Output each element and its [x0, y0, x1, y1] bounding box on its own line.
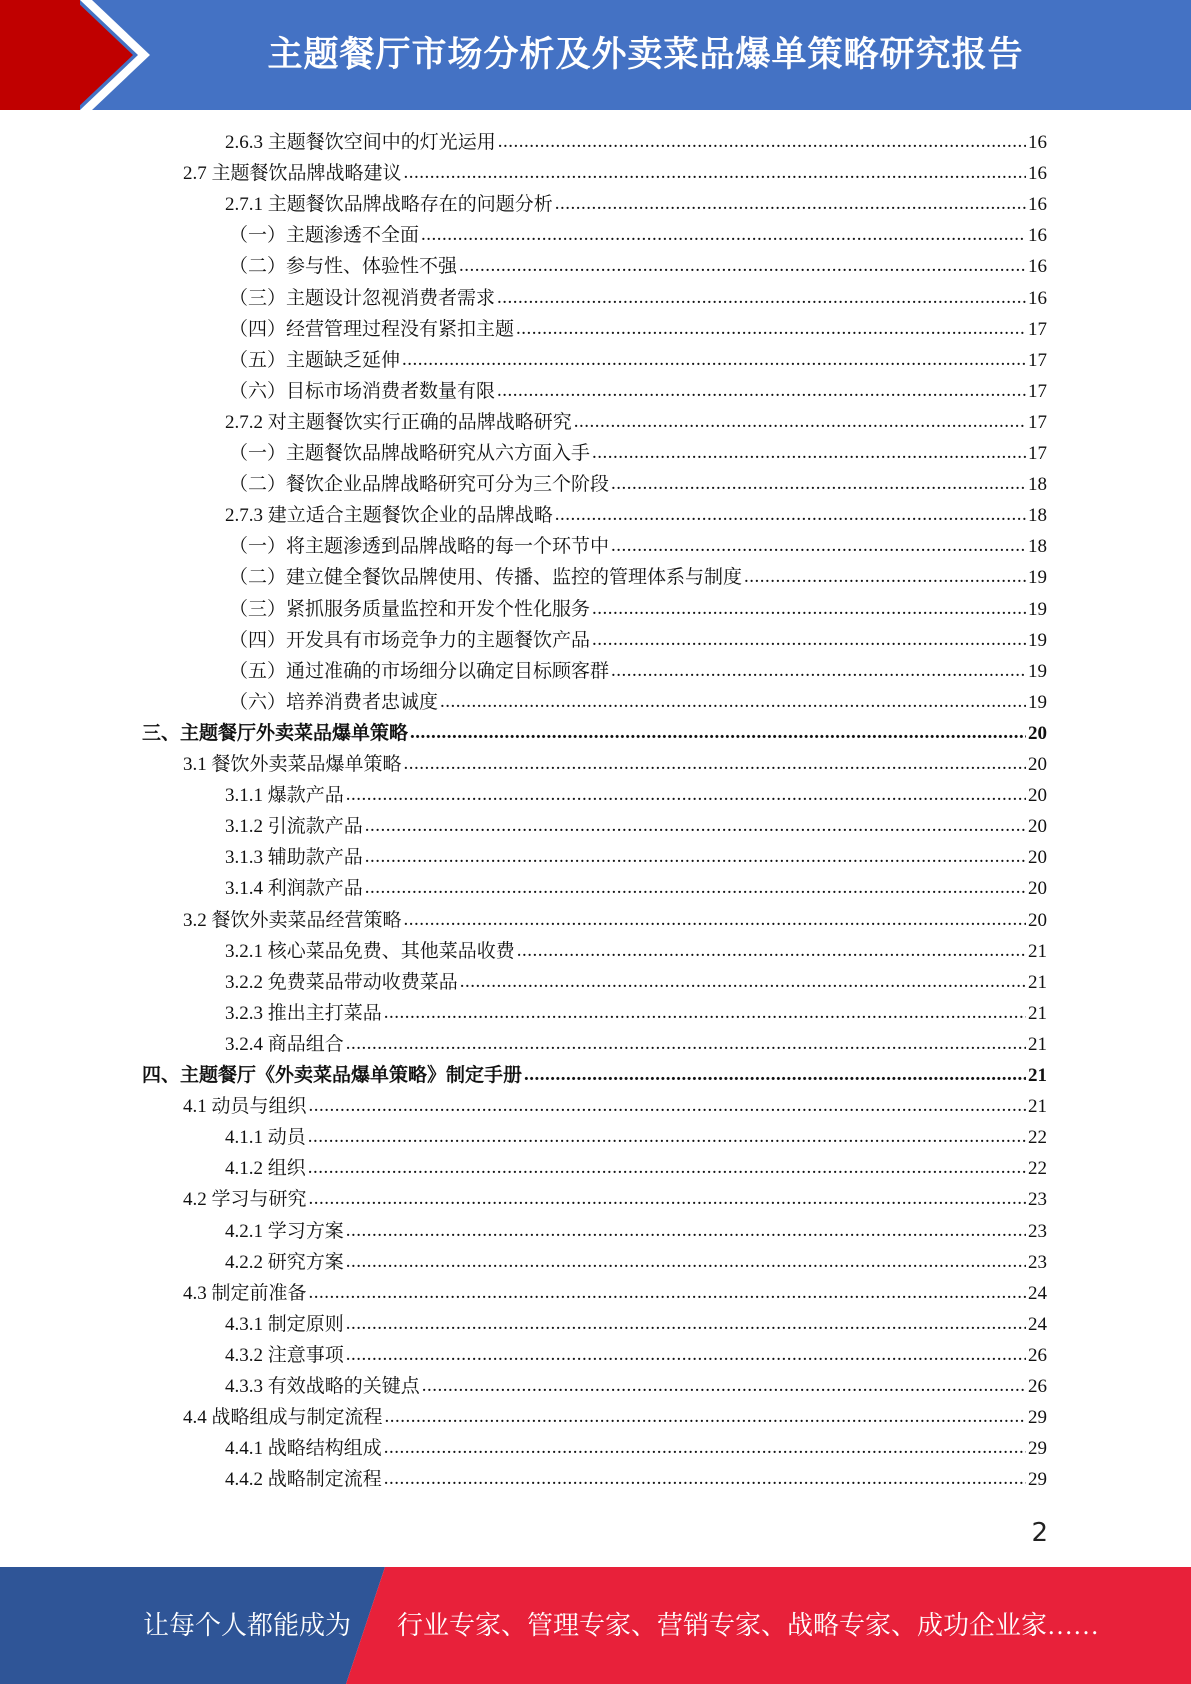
toc-entry[interactable] [225, 968, 1047, 998]
toc-entry[interactable] [225, 1030, 1047, 1060]
toc-entry-page: 23 [1028, 1251, 1047, 1273]
toc-entry-page: 22 [1028, 1127, 1047, 1149]
toc-dot-leader [346, 1029, 1026, 1059]
toc-entry[interactable] [225, 999, 1047, 1029]
toc-dot-leader [524, 1060, 1026, 1090]
toc-entry-page: 19 [1028, 629, 1047, 651]
toc-dot-leader [365, 873, 1026, 903]
toc-entry[interactable] [225, 501, 1047, 531]
toc-dot-leader [459, 251, 1026, 281]
toc-entry-label: 2.7.2 对主题餐饮实行正确的品牌战略研究 [225, 411, 572, 433]
toc-entry[interactable] [225, 812, 1047, 842]
toc-entry-label: 4.3 制定前准备 [183, 1282, 307, 1304]
toc-entry[interactable] [229, 439, 1047, 469]
toc-dot-leader [384, 1464, 1026, 1494]
toc-dot-leader [611, 656, 1026, 686]
toc-entry[interactable] [225, 1248, 1047, 1278]
toc-entry-page: 17 [1028, 349, 1047, 371]
toc-entry-page: 19 [1028, 598, 1047, 620]
toc-entry[interactable] [225, 937, 1047, 967]
toc-entry-label: 2.7.1 主题餐饮品牌战略存在的问题分析 [225, 194, 553, 216]
toc-entry-label: 3.1.1 爆款产品 [225, 785, 344, 807]
toc-dot-leader [402, 345, 1026, 375]
toc-dot-leader [422, 1371, 1026, 1401]
toc-entry[interactable] [225, 1154, 1047, 1184]
toc-entry[interactable] [183, 1185, 1047, 1215]
toc-entry-label: 3.2.2 免费菜品带动收费菜品 [225, 971, 458, 993]
toc-entry-page: 16 [1028, 225, 1047, 247]
toc-entry-page: 20 [1028, 878, 1047, 900]
toc-entry-label: 3.1 餐饮外卖菜品爆单策略 [183, 754, 402, 775]
toc-entry[interactable] [229, 595, 1047, 625]
toc-entry-label: 4.1.1 动员 [225, 1127, 306, 1149]
toc-entry[interactable] [183, 1092, 1047, 1122]
toc-entry-page: 26 [1028, 1344, 1047, 1366]
toc-dot-leader [385, 1402, 1026, 1432]
toc-entry-page: 29 [1028, 1407, 1047, 1429]
toc-entry-label: （四）经营管理过程没有紧扣主题 [229, 318, 515, 340]
toc-entry[interactable] [229, 284, 1047, 314]
toc-dot-leader [410, 718, 1026, 748]
toc-dot-leader [744, 562, 1026, 592]
toc-dot-leader [611, 531, 1026, 561]
toc-dot-leader [555, 500, 1026, 530]
toc-entry-label: 4.2 学习与研究 [183, 1189, 307, 1211]
toc-dot-leader [611, 469, 1026, 499]
toc-dot-leader [574, 407, 1026, 437]
toc-entry-label: （三）紧抓服务质量监控和开发个性化服务 [229, 598, 591, 620]
toc-entry[interactable] [183, 1279, 1047, 1309]
toc-dot-leader [346, 1247, 1026, 1277]
document-title: 主题餐厅市场分析及外卖菜品爆单策略研究报告 [267, 35, 1024, 75]
toc-entry-label: （一）主题餐饮品牌战略研究从六方面入手 [229, 443, 591, 464]
toc-entry-label: 3.2.3 推出主打菜品 [225, 1002, 382, 1024]
toc-entry-label: （三）主题设计忽视消费者需求 [229, 287, 496, 309]
toc-entry-page: 21 [1028, 971, 1047, 993]
toc-entry[interactable] [225, 843, 1047, 873]
toc-dot-leader [440, 687, 1026, 717]
toc-entry[interactable] [225, 128, 1047, 158]
toc-entry-label: 2.6.3 主题餐饮空间中的灯光运用 [225, 132, 496, 153]
toc-entry-label: 2.7.3 建立适合主题餐饮企业的品牌战略 [225, 505, 553, 527]
header-chevron-icon [0, 0, 160, 110]
toc-entry-label: （一）将主题渗透到品牌战略的每一个环节中 [229, 536, 610, 558]
toc-entry-page: 19 [1028, 660, 1047, 682]
toc-entry-label: （二）参与性、体验性不强 [229, 256, 458, 278]
toc-entry-label: （五）主题缺乏延伸 [229, 349, 401, 371]
toc-dot-leader [404, 158, 1026, 188]
toc-entry[interactable] [225, 1123, 1047, 1153]
toc-entry[interactable] [225, 1465, 1047, 1495]
toc-entry[interactable] [229, 470, 1047, 500]
toc-entry-page: 16 [1028, 194, 1047, 216]
toc-entry[interactable] [229, 688, 1047, 718]
toc-dot-leader [346, 1340, 1026, 1370]
toc-entry-label: 2.7 主题餐饮品牌战略建议 [183, 163, 402, 185]
toc-dot-leader [555, 189, 1026, 219]
toc-entry[interactable] [183, 159, 1047, 189]
toc-entry-label: 3.2 餐饮外卖菜品经营策略 [183, 909, 402, 931]
toc-entry-page: 21 [1028, 1033, 1047, 1055]
toc-entry[interactable] [225, 1217, 1047, 1247]
toc-entry-label: 4.4.2 战略制定流程 [225, 1469, 382, 1491]
toc-entry-label: 3.1.3 辅助款产品 [225, 847, 363, 869]
toc-entry-page: 20 [1028, 722, 1047, 744]
toc-entry-label: 4.3.2 注意事项 [225, 1344, 344, 1366]
footer-slogan-left: 让每个人都能成为 [143, 1611, 352, 1640]
toc-entry-page: 23 [1028, 1220, 1047, 1242]
toc-entry-page: 20 [1028, 816, 1047, 838]
toc-entry-page: 19 [1028, 567, 1047, 589]
toc-entry-label: （五）通过准确的市场细分以确定目标顾客群 [229, 660, 610, 682]
toc-dot-leader [346, 780, 1026, 810]
toc-entry-page: 17 [1028, 443, 1047, 464]
toc-dot-leader [460, 967, 1026, 997]
toc-entry-page: 18 [1028, 474, 1047, 496]
toc-entry-page: 29 [1028, 1438, 1047, 1460]
toc-entry-page: 19 [1028, 691, 1047, 713]
toc-entry[interactable] [229, 626, 1047, 656]
toc-dot-leader [309, 1278, 1026, 1308]
toc-entry-label: （二）餐饮企业品牌战略研究可分为三个阶段 [229, 474, 610, 496]
toc-entry-label: 4.2.2 研究方案 [225, 1251, 344, 1273]
toc-entry-page: 20 [1028, 785, 1047, 807]
toc-entry-page: 16 [1028, 163, 1047, 185]
toc-entry[interactable] [225, 190, 1047, 220]
toc-dot-leader [308, 1122, 1026, 1152]
toc-entry-page: 22 [1028, 1158, 1047, 1180]
toc-dot-leader [497, 376, 1026, 406]
footer-slogan-right: 行业专家、管理专家、营销专家、战略专家、成功企业家…… [397, 1611, 1100, 1640]
toc-entry-page: 16 [1028, 256, 1047, 278]
toc-entry-label: 3.1.4 利润款产品 [225, 878, 363, 900]
toc-entry-label: （一）主题渗透不全面 [229, 225, 420, 247]
toc-entry-page: 17 [1028, 318, 1047, 340]
toc-entry[interactable] [142, 719, 1047, 749]
toc-entry-page: 21 [1028, 940, 1047, 962]
toc-entry-label: 4.3.1 制定原则 [225, 1313, 344, 1335]
toc-entry-label: 4.3.3 有效战略的关键点 [225, 1376, 420, 1397]
toc-dot-leader [592, 625, 1026, 655]
toc-entry[interactable] [229, 532, 1047, 562]
toc-entry-page: 18 [1028, 536, 1047, 558]
toc-entry[interactable] [229, 563, 1047, 593]
toc-dot-leader [404, 749, 1026, 779]
toc-entry-page: 29 [1028, 1469, 1047, 1491]
toc-entry-page: 23 [1028, 1189, 1047, 1211]
toc-entry-label: 四、主题餐厅《外卖菜品爆单策略》制定手册 [142, 1065, 523, 1086]
toc-dot-leader [497, 283, 1026, 313]
toc-entry-label: 3.1.2 引流款产品 [225, 816, 363, 838]
toc-dot-leader [516, 314, 1026, 344]
toc-entry-label: 4.2.1 学习方案 [225, 1220, 344, 1242]
toc-entry[interactable] [229, 377, 1047, 407]
toc-entry[interactable] [225, 1434, 1047, 1464]
toc-entry[interactable] [183, 906, 1047, 936]
toc-entry[interactable] [229, 221, 1047, 251]
toc-entry[interactable] [225, 874, 1047, 904]
toc-entry[interactable] [229, 315, 1047, 345]
toc-dot-leader [421, 220, 1026, 250]
toc-dot-leader [365, 811, 1026, 841]
toc-dot-leader [498, 127, 1026, 157]
toc-entry-label: 4.1.2 组织 [225, 1158, 306, 1180]
toc-dot-leader [384, 998, 1026, 1028]
toc-entry[interactable] [225, 1341, 1047, 1371]
toc-dot-leader [346, 1309, 1026, 1339]
page-footer [0, 1567, 1191, 1684]
toc-entry[interactable] [183, 1403, 1047, 1433]
toc-entry-page: 24 [1028, 1313, 1047, 1335]
toc-entry-label: 4.4 战略组成与制定流程 [183, 1407, 383, 1429]
toc-dot-leader [517, 936, 1026, 966]
toc-entry-label: 三、主题餐厅外卖菜品爆单策略 [142, 722, 409, 744]
toc-entry[interactable] [229, 252, 1047, 282]
toc-entry-label: 4.1 动员与组织 [183, 1096, 307, 1118]
toc-dot-leader [592, 594, 1026, 624]
toc-entry[interactable] [225, 408, 1047, 438]
toc-dot-leader [592, 438, 1026, 468]
toc-entry-label: （二）建立健全餐饮品牌使用、传播、监控的管理体系与制度 [229, 567, 743, 589]
toc-entry[interactable] [183, 750, 1047, 780]
toc-entry[interactable] [229, 657, 1047, 687]
toc-dot-leader [309, 1091, 1026, 1121]
toc-entry-label: 3.2.1 核心菜品免费、其他菜品收费 [225, 940, 515, 962]
toc-entry-page: 24 [1028, 1282, 1047, 1304]
toc-entry-page: 20 [1028, 847, 1047, 869]
toc-entry[interactable] [225, 1372, 1047, 1402]
toc-entry[interactable] [229, 346, 1047, 376]
toc-entry-page: 17 [1028, 380, 1047, 402]
page-number: 2 [1031, 1518, 1048, 1548]
toc-entry[interactable] [225, 781, 1047, 811]
toc-dot-leader [384, 1433, 1026, 1463]
toc-entry-page: 16 [1028, 132, 1047, 153]
toc-dot-leader [404, 905, 1026, 935]
toc-dot-leader [308, 1153, 1026, 1183]
toc-entry[interactable] [142, 1061, 1047, 1091]
toc-dot-leader [309, 1184, 1026, 1214]
toc-entry-page: 20 [1028, 909, 1047, 931]
toc-entry-page: 21 [1028, 1002, 1047, 1024]
toc-entry-label: 3.2.4 商品组合 [225, 1033, 344, 1055]
page-header [0, 0, 1191, 110]
toc-entry-page: 21 [1028, 1065, 1047, 1086]
toc-entry-page: 20 [1028, 754, 1047, 775]
toc-entry-page: 18 [1028, 505, 1047, 527]
toc-entry-page: 17 [1028, 411, 1047, 433]
toc-entry-label: 4.4.1 战略结构组成 [225, 1438, 382, 1460]
toc-dot-leader [346, 1216, 1026, 1246]
toc-entry-page: 26 [1028, 1376, 1047, 1397]
toc-entry[interactable] [225, 1310, 1047, 1340]
toc-entry-label: （四）开发具有市场竞争力的主题餐饮产品 [229, 629, 591, 651]
toc-dot-leader [365, 842, 1026, 872]
toc-entry-page: 16 [1028, 287, 1047, 309]
toc-entry-label: （六）目标市场消费者数量有限 [229, 380, 496, 402]
toc-entry-page: 21 [1028, 1096, 1047, 1118]
toc-entry-label: （六）培养消费者忠诚度 [229, 691, 439, 713]
